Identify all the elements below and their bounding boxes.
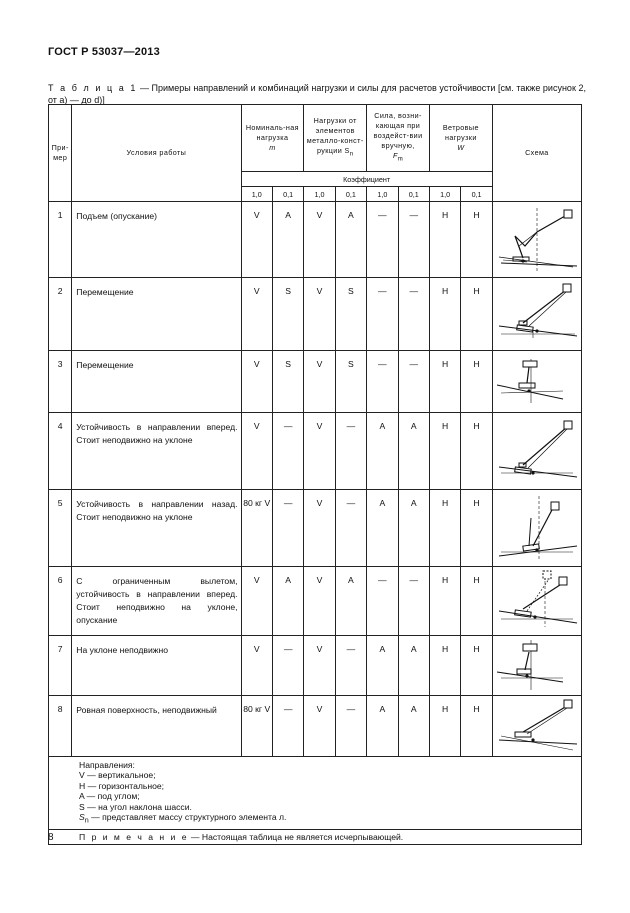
- row-value: H: [461, 278, 492, 351]
- row-number: 6: [49, 567, 72, 636]
- row-value: H: [429, 278, 460, 351]
- row-condition: Подъем (опускание): [72, 202, 241, 278]
- legend-row: [49, 757, 582, 830]
- schema-cell: [492, 202, 581, 278]
- coef-value: 1,0: [241, 187, 272, 202]
- row-value: A: [367, 696, 398, 757]
- table-row: [49, 351, 582, 413]
- coef-value: 0,1: [398, 187, 429, 202]
- row-value: H: [461, 351, 492, 413]
- header-wind-load: [429, 105, 492, 172]
- table-row: [49, 636, 582, 696]
- stability-table: [48, 104, 582, 845]
- legend: [49, 757, 582, 830]
- row-value: H: [429, 636, 460, 696]
- row-value: A: [367, 413, 398, 490]
- caption-text: — Примеры направлений и комбинаций нагрузки и силы для расчетов устойчивости [см. также рисунок 2, от a) — до d)]: [48, 83, 586, 105]
- header-manual-force: [367, 105, 430, 172]
- schema-diagram-3: [493, 351, 581, 412]
- table-row: [49, 413, 582, 490]
- row-value: H: [429, 202, 460, 278]
- row-value: —: [398, 202, 429, 278]
- row-value: V: [241, 202, 272, 278]
- row-condition: Перемещение: [72, 278, 241, 351]
- row-value: V: [304, 490, 335, 567]
- table-row: [49, 202, 582, 278]
- schema-cell: [492, 278, 581, 351]
- table-row: [49, 567, 582, 636]
- row-value: A: [398, 696, 429, 757]
- row-value: A: [398, 636, 429, 696]
- row-value: S: [272, 278, 303, 351]
- coef-value: 1,0: [367, 187, 398, 202]
- row-value: —: [367, 278, 398, 351]
- row-number: 1: [49, 202, 72, 278]
- header-schema: Схема: [492, 105, 581, 202]
- row-value: —: [272, 413, 303, 490]
- row-value: —: [335, 636, 366, 696]
- row-number: 8: [49, 696, 72, 757]
- schema-cell: [492, 413, 581, 490]
- page-number: 8: [48, 832, 54, 843]
- header-structural-load: [304, 105, 367, 172]
- schema-cell: [492, 567, 581, 636]
- row-value: —: [335, 490, 366, 567]
- legend-sn-text: — представляет массу структурного элемента л.: [88, 812, 287, 823]
- row-value: V: [304, 202, 335, 278]
- row-value: V: [304, 413, 335, 490]
- header-wind-load-text: Ветровые нагрузки: [442, 123, 479, 142]
- row-value: A: [335, 567, 366, 636]
- schema-diagram-1: [493, 202, 581, 277]
- header-wind-load-symbol: W: [457, 143, 465, 152]
- header-conditions: Условия работы: [72, 105, 241, 202]
- row-value: —: [272, 696, 303, 757]
- row-value: —: [335, 696, 366, 757]
- table-row: [49, 696, 582, 757]
- row-value: S: [272, 351, 303, 413]
- row-value: H: [429, 413, 460, 490]
- header-structural-load-sub: n: [349, 151, 354, 158]
- header-manual-force-symbol: F: [392, 151, 398, 161]
- row-value: A: [398, 490, 429, 567]
- row-value: A: [272, 567, 303, 636]
- header-nominal-load: [241, 105, 304, 172]
- row-value: S: [335, 278, 366, 351]
- schema-diagram-2: [493, 278, 581, 350]
- legend-horizontal: H — горизонтальное;: [79, 780, 165, 791]
- note-label: П р и м е ч а н и е: [79, 832, 189, 843]
- row-value: S: [335, 351, 366, 413]
- row-value: —: [367, 567, 398, 636]
- row-value: —: [272, 490, 303, 567]
- row-value: V: [304, 696, 335, 757]
- legend-sn: [79, 812, 581, 826]
- row-value: H: [461, 490, 492, 567]
- coef-value: 0,1: [461, 187, 492, 202]
- coef-value: 1,0: [304, 187, 335, 202]
- row-value: —: [398, 278, 429, 351]
- row-number: 7: [49, 636, 72, 696]
- row-value: A: [335, 202, 366, 278]
- row-value: V: [304, 636, 335, 696]
- row-value: —: [398, 567, 429, 636]
- row-value: —: [367, 202, 398, 278]
- schema-diagram-5: [493, 490, 581, 566]
- header-structural-load-text: Нагрузки от элементов металло-конст-рукции S: [306, 116, 364, 156]
- coef-value: 1,0: [429, 187, 460, 202]
- header-example: При-мер: [49, 105, 72, 202]
- coef-value: 0,1: [335, 187, 366, 202]
- coef-value: 0,1: [272, 187, 303, 202]
- header-manual-force-sub: m: [397, 156, 404, 163]
- row-value: H: [429, 490, 460, 567]
- row-value: 80 кг V: [241, 490, 272, 567]
- row-value: V: [241, 413, 272, 490]
- row-value: H: [461, 202, 492, 278]
- document-header: ГОСТ Р 53037—2013: [48, 46, 160, 58]
- row-value: 80 кг V: [241, 696, 272, 757]
- row-value: V: [241, 278, 272, 351]
- table-caption: [48, 82, 586, 106]
- schema-diagram-4: [493, 413, 581, 489]
- table-row: [49, 278, 582, 351]
- row-value: A: [367, 490, 398, 567]
- row-value: —: [272, 636, 303, 696]
- legend-slope: S — на угол наклона шасси.: [79, 801, 192, 812]
- row-value: H: [461, 696, 492, 757]
- row-value: A: [367, 636, 398, 696]
- row-value: H: [461, 567, 492, 636]
- schema-cell: [492, 696, 581, 757]
- row-value: V: [304, 278, 335, 351]
- row-value: H: [429, 696, 460, 757]
- row-number: 4: [49, 413, 72, 490]
- row-value: V: [241, 567, 272, 636]
- caption-label: Т а б л и ц а 1: [48, 83, 138, 93]
- row-value: H: [461, 636, 492, 696]
- row-value: V: [241, 636, 272, 696]
- legend-title: Направления:: [79, 760, 135, 770]
- row-condition: Устойчивость в направлении назад. Стоит неподвижно на уклоне: [72, 490, 241, 567]
- schema-cell: [492, 351, 581, 413]
- row-value: V: [304, 567, 335, 636]
- table-note: [49, 830, 582, 845]
- schema-diagram-7: [493, 636, 581, 695]
- schema-diagram-8: [493, 696, 581, 756]
- row-number: 5: [49, 490, 72, 567]
- schema-cell: [492, 636, 581, 696]
- row-value: —: [367, 351, 398, 413]
- note-text: — Настоящая таблица не является исчерпывающей.: [188, 832, 404, 843]
- row-value: H: [429, 351, 460, 413]
- row-number: 2: [49, 278, 72, 351]
- row-value: V: [241, 351, 272, 413]
- legend-angle: A — под углом;: [79, 791, 140, 802]
- row-condition: С ограниченным вылетом, устойчивость в направлении вперед. Стоит неподвижно на уклоне, опускание: [72, 567, 241, 636]
- row-value: H: [461, 413, 492, 490]
- row-value: —: [335, 413, 366, 490]
- row-condition: Ровная поверхность, неподвижный: [72, 696, 241, 757]
- row-number: 3: [49, 351, 72, 413]
- schema-cell: [492, 490, 581, 567]
- table-row: [49, 490, 582, 567]
- row-condition: На уклоне неподвижно: [72, 636, 241, 696]
- row-condition: Перемещение: [72, 351, 241, 413]
- schema-diagram-6: [493, 567, 581, 635]
- legend-vertical: V — вертикальное;: [79, 770, 156, 781]
- row-value: A: [272, 202, 303, 278]
- header-manual-force-text: Сила, возни-кающая при воздейст-вии вручную,: [373, 111, 423, 151]
- row-condition: Устойчивость в направлении вперед. Стоит неподвижно на уклоне: [72, 413, 241, 490]
- row-value: H: [429, 567, 460, 636]
- header-nominal-load-text: Номиналь-ная нагрузка: [245, 123, 299, 142]
- header-nominal-load-symbol: m: [269, 143, 276, 152]
- row-value: A: [398, 413, 429, 490]
- note-row: [49, 830, 582, 845]
- legend-sn-sub: n: [84, 816, 89, 825]
- legend-sn-symbol: S: [79, 812, 85, 823]
- row-value: V: [304, 351, 335, 413]
- header-coefficient: Коэффициент: [241, 172, 492, 187]
- row-value: —: [398, 351, 429, 413]
